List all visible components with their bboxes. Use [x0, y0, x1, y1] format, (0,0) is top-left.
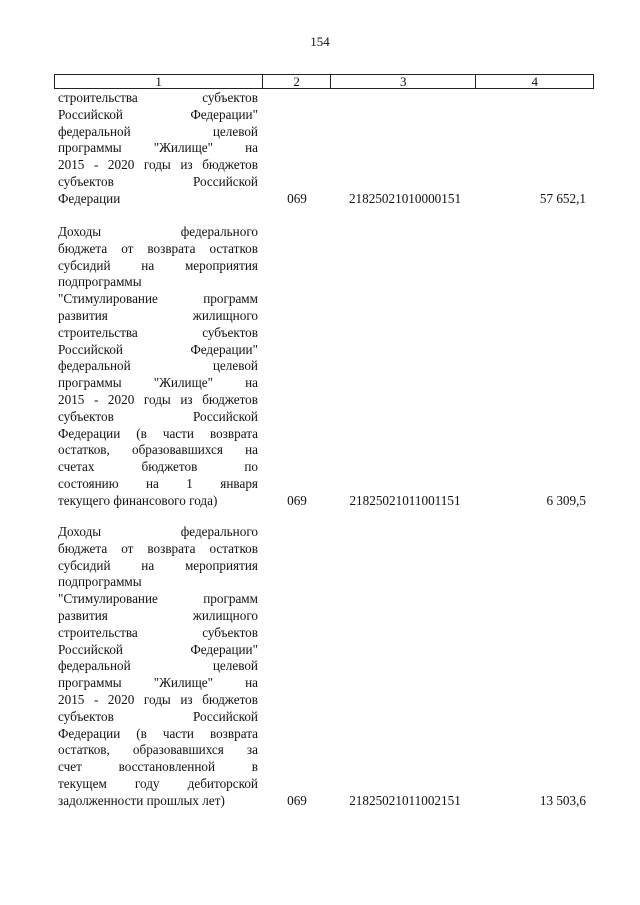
row-description: [58, 224, 258, 510]
description-line: Российской Федерации": [58, 106, 258, 122]
description-line: текущего финансового года): [58, 492, 218, 508]
row-description: [58, 90, 258, 208]
description-line: остатков, образовавшихся за: [58, 742, 258, 758]
description-line: субъектов Российской: [58, 708, 258, 724]
row-admin-code: 069: [287, 492, 307, 508]
description-line: федеральной целевой: [58, 123, 258, 139]
table-header: [54, 74, 594, 89]
description-line: Доходы федерального: [58, 524, 258, 539]
description-line: счетах бюджетов по: [58, 459, 258, 475]
description-line: Федерации: [58, 190, 121, 206]
description-line: 2015 - 2020 годы из бюджетов: [58, 391, 258, 407]
description-line: программы "Жилище" на: [58, 675, 258, 691]
row-amount: 57 652,1: [539, 190, 586, 206]
row-admin-code: 069: [287, 792, 307, 808]
description-line: 2015 - 2020 годы из бюджетов: [58, 691, 258, 707]
row-budget-code: 21825021011001151: [349, 492, 461, 508]
row-amount: 13 503,6: [539, 792, 586, 808]
description-line: Доходы федерального: [58, 224, 258, 239]
description-line: развития жилищного: [58, 307, 258, 323]
row-budget-code: 21825021011002151: [349, 792, 461, 808]
description-line: Российской Федерации": [58, 641, 258, 657]
description-line: Российской Федерации": [58, 341, 258, 357]
description-line: Федерации (в части возврата: [58, 725, 258, 741]
description-line: "Стимулирование программ: [58, 591, 258, 607]
description-line: субъектов Российской: [58, 173, 258, 189]
description-line: текущем году дебиторской: [58, 775, 258, 791]
header-col-1: 1: [155, 74, 162, 89]
description-line: программы "Жилище" на: [58, 140, 258, 156]
description-line: субсидий на мероприятия: [58, 557, 258, 573]
description-line: федеральной целевой: [58, 358, 258, 374]
row-amount: 6 309,5: [546, 492, 586, 508]
description-line: строительства субъектов: [58, 624, 258, 640]
description-line: строительства субъектов: [58, 90, 258, 105]
description-line: задолженности прошлых лет): [58, 792, 225, 808]
description-line: остатков, образовавшихся на: [58, 442, 258, 458]
description-line: бюджета от возврата остатков: [58, 240, 258, 256]
description-line: бюджета от возврата остатков: [58, 540, 258, 556]
description-line: субъектов Российской: [58, 408, 258, 424]
description-line: Федерации (в части возврата: [58, 425, 258, 441]
description-line: развития жилищного: [58, 607, 258, 623]
row-admin-code: 069: [287, 190, 307, 206]
description-line: счет восстановленной в: [58, 759, 258, 775]
description-line: строительства субъектов: [58, 324, 258, 340]
description-line: "Стимулирование программ: [58, 291, 258, 307]
row-budget-code: 21825021010000151: [348, 190, 462, 206]
description-line: программы "Жилище" на: [58, 375, 258, 391]
header-col-2: 2: [262, 75, 330, 88]
description-line: состоянию на 1 января: [58, 475, 258, 491]
header-col-4: 4: [475, 75, 593, 88]
description-line: субсидий на мероприятия: [58, 257, 258, 273]
page-number: 154: [310, 34, 330, 49]
header-col-3: 3: [330, 75, 475, 88]
description-line: федеральной целевой: [58, 658, 258, 674]
description-line: подпрограммы: [58, 274, 142, 290]
row-description: [58, 524, 258, 810]
description-line: 2015 - 2020 годы из бюджетов: [58, 157, 258, 173]
description-line: подпрограммы: [58, 574, 142, 590]
